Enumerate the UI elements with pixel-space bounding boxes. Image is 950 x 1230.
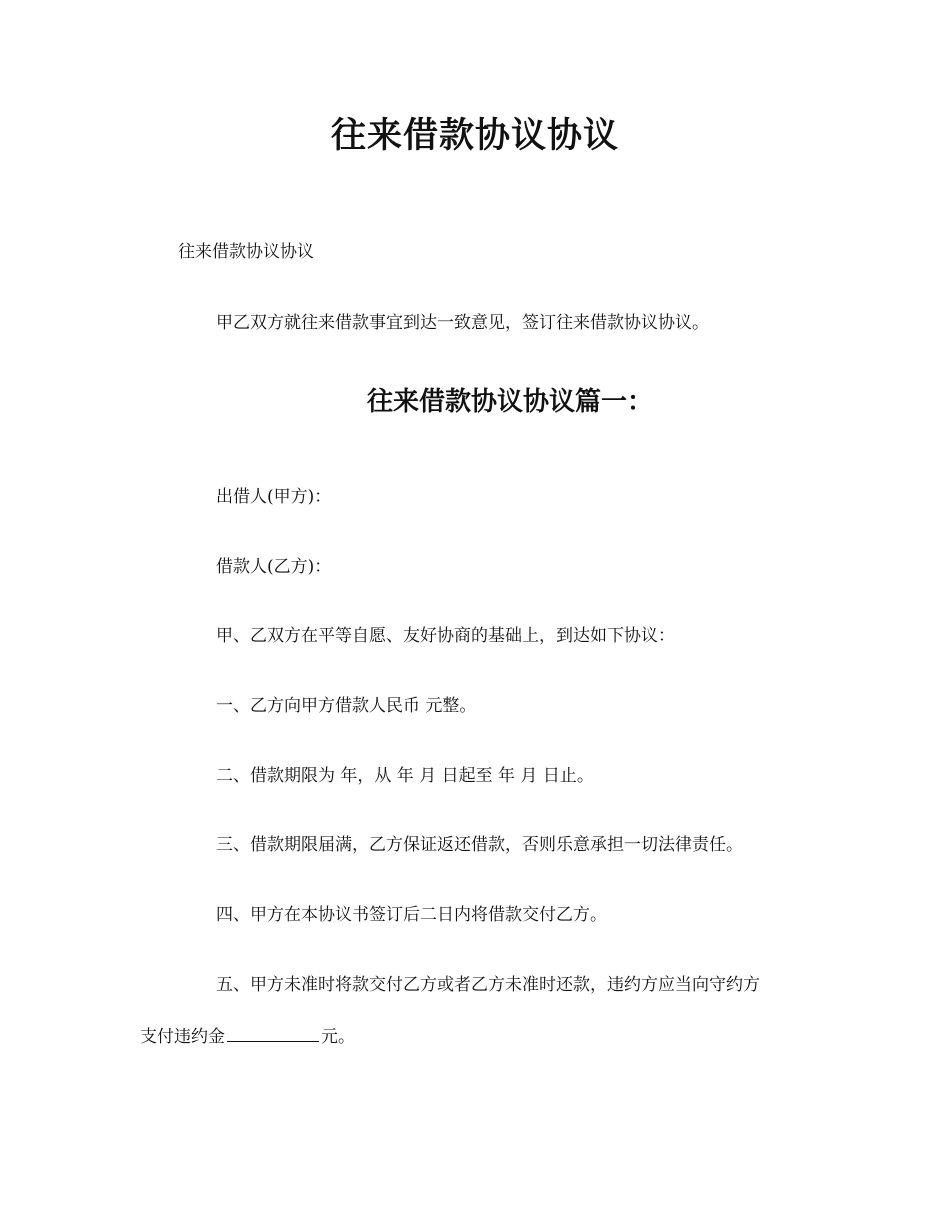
- clause-5-line-1: 五、甲方未准时将款交付乙方或者乙方未准时还款，违约方应当向守约方: [216, 975, 760, 995]
- lender-label: 出借人(甲方)：: [216, 487, 332, 507]
- intro-paragraph: 甲乙双方就往来借款事宜到达一致意见，签订往来借款协议协议。: [216, 313, 709, 333]
- clause-1: 一、乙方向甲方借款人民币 元整。: [216, 696, 477, 716]
- subtitle-line: 往来借款协议协议: [178, 242, 314, 262]
- clause-5-line-2: [140, 1024, 355, 1050]
- penalty-label: 支付违约金: [140, 1027, 225, 1047]
- clause-4: 四、甲方在本协议书签订后二日内将借款交付乙方。: [216, 905, 607, 925]
- penalty-amount-blank: [227, 1024, 319, 1042]
- borrower-label: 借款人(乙方)：: [216, 557, 332, 577]
- document-title: 往来借款协议协议: [330, 115, 619, 156]
- section-heading: 往来借款协议协议篇一：: [366, 387, 653, 417]
- penalty-unit: 元。: [321, 1027, 355, 1047]
- preamble-paragraph: 甲、乙双方在平等自愿、友好协商的基础上，到达如下协议：: [216, 626, 675, 646]
- clause-2: 二、借款期限为 年，从 年 月 日起至 年 月 日止。: [216, 766, 594, 786]
- clause-3: 三、借款期限届满，乙方保证返还借款，否则乐意承担一切法律责任。: [216, 835, 743, 855]
